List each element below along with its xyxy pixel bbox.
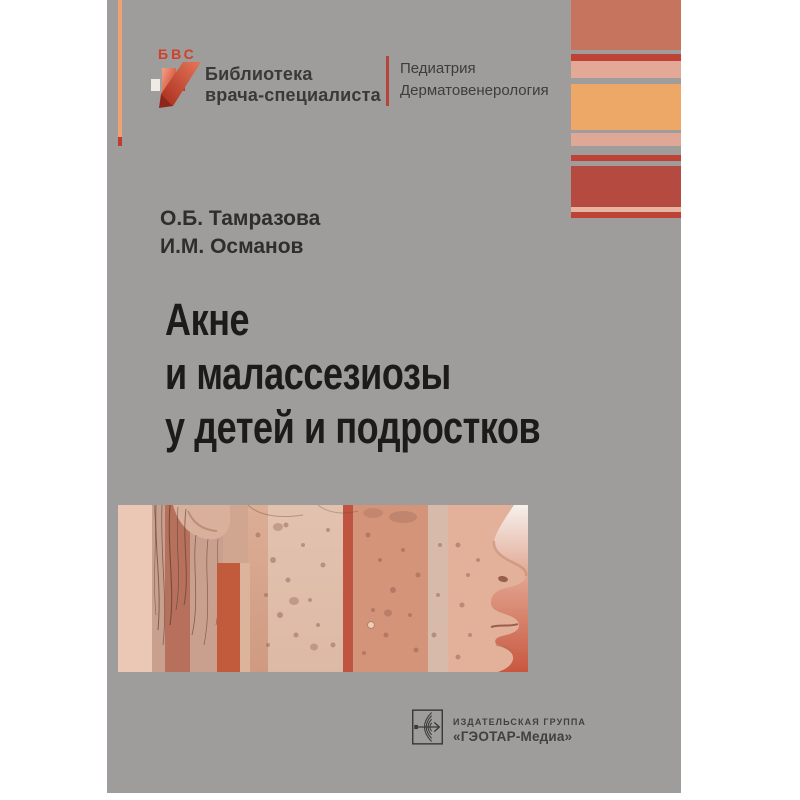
publisher-block [412, 709, 586, 745]
left-edge-stripe [118, 0, 122, 137]
series-cross-icon [151, 62, 205, 109]
color-stripe [571, 133, 681, 146]
series-name-line2: врача-специалиста [205, 85, 381, 105]
publisher-logo-icon [412, 709, 443, 745]
category-dermatovenerology: Дерматовенерология [400, 82, 549, 99]
right-stripe-column [571, 0, 681, 218]
color-stripe [571, 84, 681, 130]
title-line2: и малассезиозы [165, 348, 451, 399]
color-stripe [571, 166, 681, 207]
left-edge-stripe-tip [118, 137, 122, 146]
publisher-group-label: ИЗДАТЕЛЬСКАЯ ГРУППА [453, 717, 587, 727]
color-stripe [571, 54, 681, 61]
color-stripe [571, 212, 681, 218]
author-2: И.М. Османов [160, 235, 304, 258]
series-name-line1: Библиотека [205, 64, 313, 84]
series-name [205, 64, 381, 106]
author-1: О.Б. Тамразова [160, 207, 321, 230]
category-pediatrics: Педиатрия [400, 60, 476, 77]
category-list [400, 58, 549, 102]
title-line1: Акне [165, 294, 250, 345]
publisher-name: «ГЭОТАР-Медиа» [453, 729, 573, 744]
publisher-text [453, 709, 586, 744]
color-stripe [571, 0, 681, 50]
title-line3: у детей и подростков [165, 402, 541, 453]
stripe-gap [571, 146, 681, 155]
author-block [160, 205, 320, 261]
cover-photo-acne-face [118, 505, 528, 672]
color-stripe [571, 61, 681, 78]
book-cover [107, 0, 681, 793]
book-title [165, 293, 540, 455]
series-logo-abbr: БВС [158, 46, 197, 62]
category-divider [386, 56, 389, 106]
